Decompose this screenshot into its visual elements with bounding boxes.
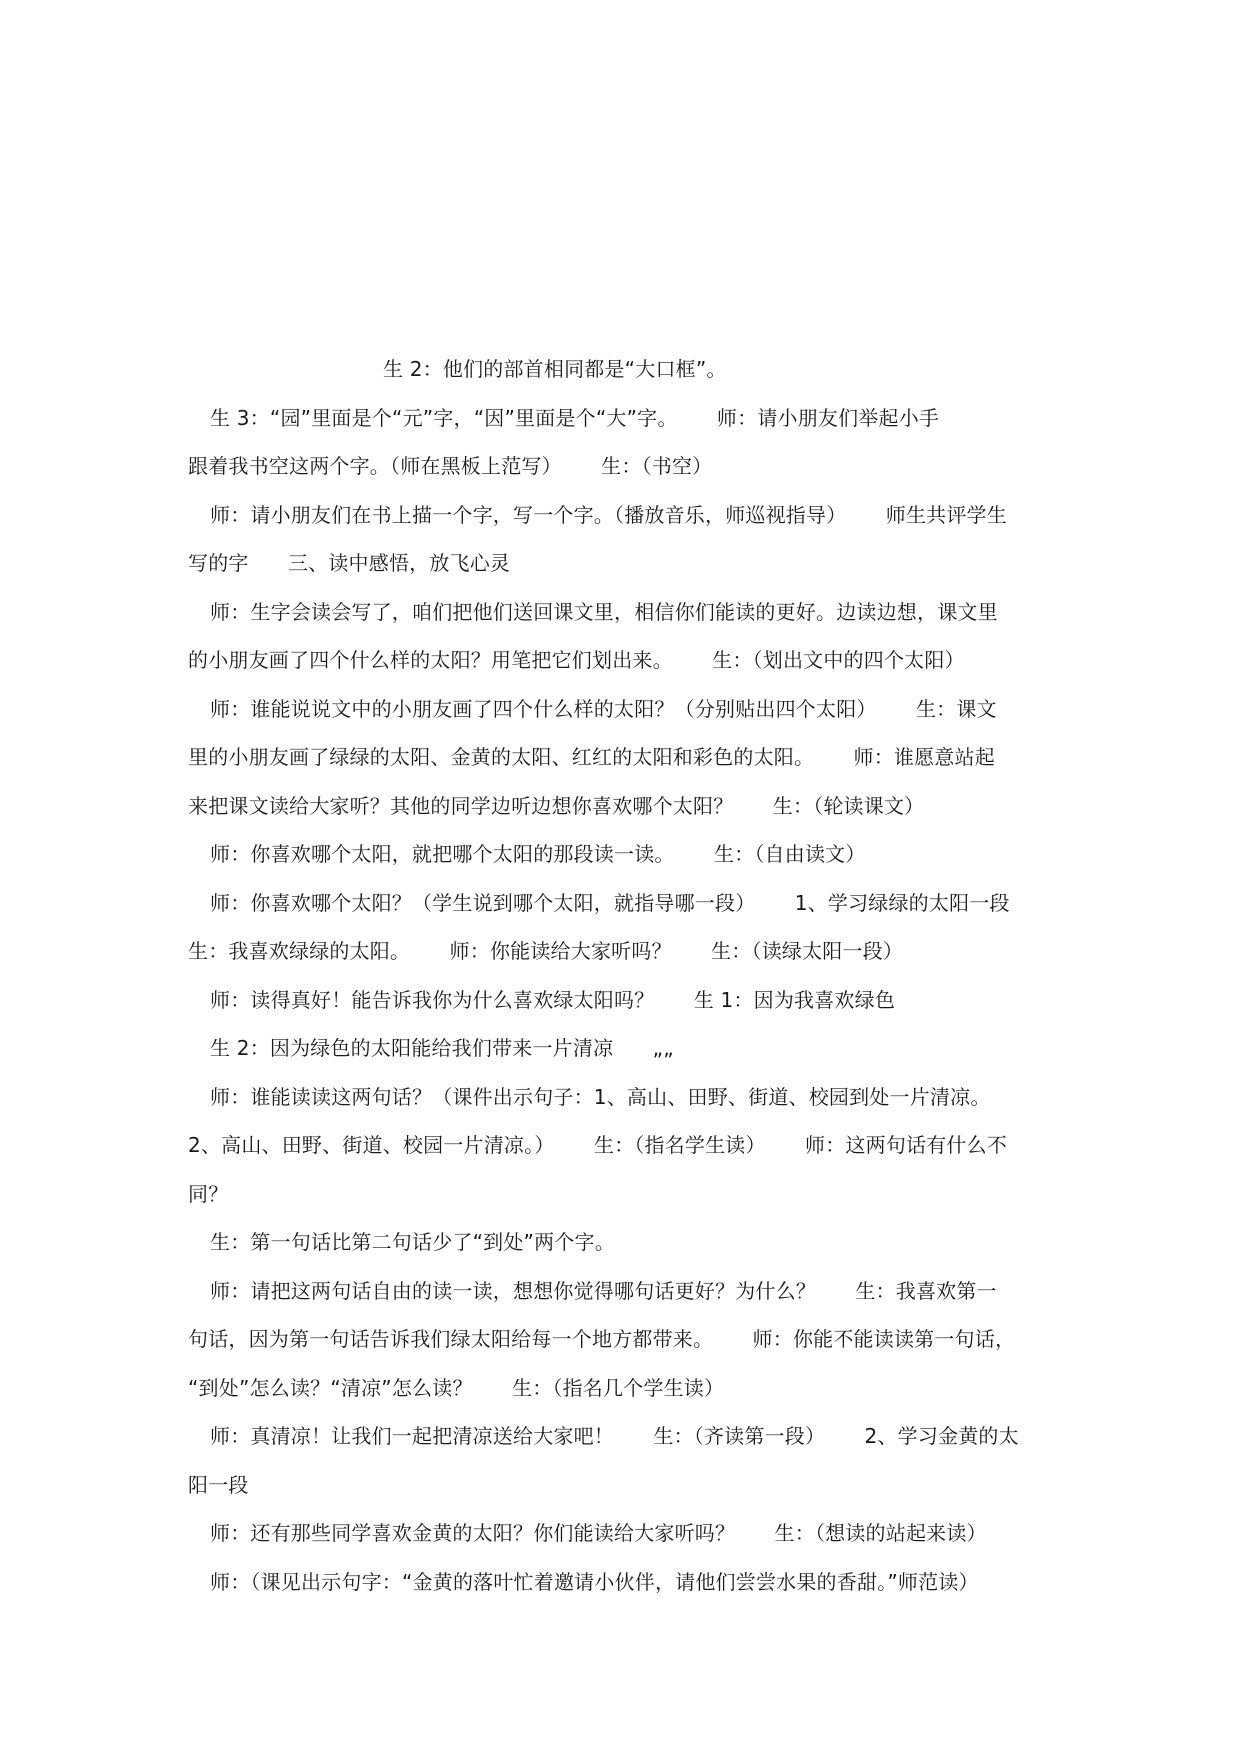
text-line: 写的字 三、读中感悟，放飞心灵	[188, 551, 511, 575]
text-line: 师：你喜欢哪个太阳，就把哪个太阳的那段读一读。 生：（自由读文）	[210, 842, 866, 866]
text-line: 师：你喜欢哪个太阳？（学生说到哪个太阳，就指导哪一段） 1、学习绿绿的太阳一段	[210, 890, 1010, 915]
text-line: 里的小朋友画了绿绿的太阳、金黄的太阳、红红的太阳和彩色的太阳。 师：谁愿意站起	[188, 745, 995, 769]
text-line: 师：请小朋友们在书上描一个字，写一个字。（播放音乐，师巡视指导） 师生共评学生	[210, 502, 1007, 527]
text-line: 师：请把这两句话自由的读一读，想想你觉得哪句话更好？为什么？ 生：我喜欢第一	[210, 1278, 997, 1303]
text-line: 阳一段	[188, 1472, 249, 1497]
text-line: 师：谁能说说文中的小朋友画了四个什么样的太阳？（分别贴出四个太阳） 生：课文	[210, 696, 997, 721]
text-line: 跟着我书空这两个字。（师在黑板上范写） 生：（书空）	[188, 454, 713, 478]
text-line: 师：谁能读读这两句话？（课件出示句子：1、高山、田野、街道、校园到处一片清凉。	[210, 1084, 991, 1109]
text-line: 的小朋友画了四个什么样的太阳？用笔把它们划出来。 生：（划出文中的四个太阳）	[188, 648, 965, 672]
text-line: 师：读得真好！能告诉我你为什么喜欢绿太阳吗？ 生 1：因为我喜欢绿色	[210, 987, 896, 1012]
text-line: 生：我喜欢绿绿的太阳。 师：你能读给大家听吗？ 生：（读绿太阳一段）	[188, 939, 904, 963]
text-line: 生 2：他们的部首相同都是“大口框”。	[383, 357, 727, 381]
text-line: 生：第一句话比第二句话少了“到处”两个字。	[210, 1230, 615, 1254]
document-body	[188, 345, 1088, 1606]
text-line: 生 2：因为绿色的太阳能给我们带来一片清凉 „„	[210, 1036, 674, 1060]
text-line: 师：真清凉！让我们一起把清凉送给大家吧！ 生：（齐读第一段） 2、学习金黄的太	[210, 1424, 1019, 1448]
text-line: 2、高山、田野、街道、校园一片清凉。） 生：（指名学生读） 师：这两句话有什么不	[188, 1133, 1008, 1157]
text-line: 同？	[188, 1181, 229, 1206]
text-line: 生 3：“园”里面是个“元”字，“因”里面是个“大”字。 师：请小朋友们举起小手	[210, 405, 940, 430]
text-line: “到处”怎么读？“清凉”怎么读？ 生：（指名几个学生读）	[188, 1375, 725, 1400]
text-line: 师：生字会读会写了，咱们把他们送回课文里，相信你们能读的更好。边读边想，课文里	[210, 599, 998, 624]
text-line: 师：还有那些同学喜欢金黄的太阳？你们能读给大家听吗？ 生：（想读的站起来读）	[210, 1521, 987, 1545]
text-line: 来把课文读给大家听？其他的同学边听边想你喜欢哪个太阳？ 生：（轮读课文）	[188, 793, 925, 818]
text-line: 师：（课见出示句字：“金黄的落叶忙着邀请小伙伴，请他们尝尝水果的香甜。”师范读）	[210, 1569, 979, 1594]
text-line: 句话，因为第一句话告诉我们绿太阳给每一个地方都带来。 师：你能不能读读第一句话，	[188, 1327, 1016, 1351]
